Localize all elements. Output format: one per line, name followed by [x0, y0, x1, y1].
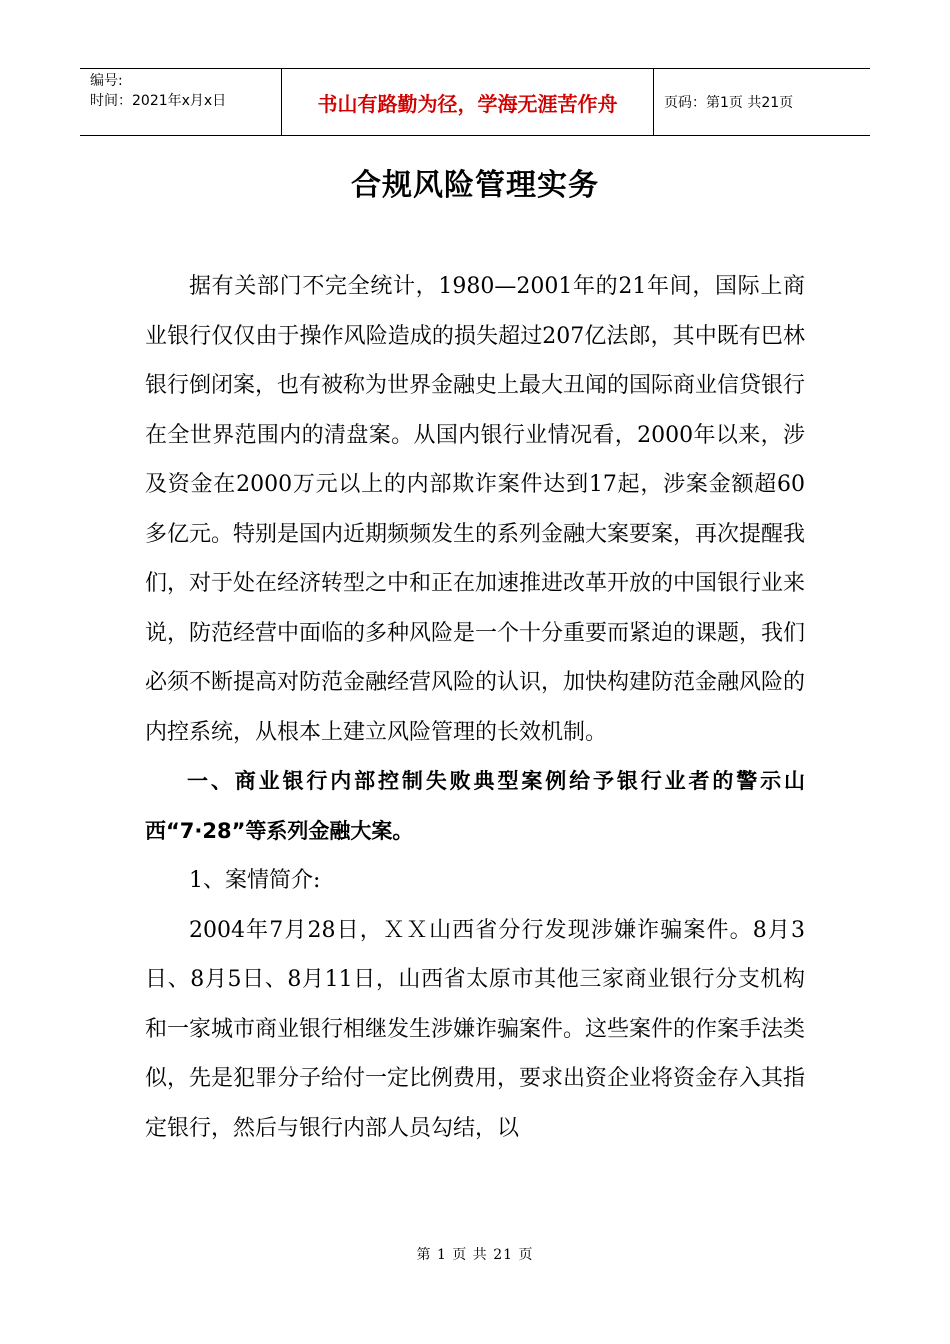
document-title: 合规风险管理实务 [351, 168, 599, 203]
subsection-heading: 1、案情简介: [189, 868, 321, 893]
header-meta [80, 69, 282, 135]
page-footer: 第 1 页 共 21 页 [416, 1247, 534, 1263]
document-body [145, 262, 805, 1153]
header-motto: 书山有路勤为径，学海无涯苦作舟 [282, 69, 654, 135]
page-header [80, 68, 870, 136]
document-time-label: 时间：2021年x月x日 [90, 93, 227, 109]
document-number-label: 编号: [90, 73, 123, 89]
paragraph-intro: 据有关部门不完全统计，1980—2001年的21年间，国际上商业银行仅仅由于操作风险造成的损失超过207亿法郎，其中既有巴林银行倒闭案，也有被称为世界金融史上最大丑闻的国际商业信贷银行在全世界范围内的清盘案。从国内银行业情况看，2000年以来，涉及资金在2000万元以上的内部欺诈案件达到17起，涉案金额超60多亿元。特别是国内近期频频发生的系列金融大案要案，再次提醒我们，对于处在经济转型之中和正在加速推进改革开放的中国银行业来说，防范经营中面临的多种风险是一个十分重要而紧迫的课题，我们必须不断提高对防范金融经营风险的认识，加快构建防范金融风险的内控系统，从根本上建立风险管理的长效机制。 [145, 274, 806, 745]
header-page-info: 页码：第1页 共21页 [664, 95, 794, 111]
section-heading: 一、商业银行内部控制失败典型案例给予银行业者的警示山西“7·28”等系列金融大案。 [145, 769, 805, 843]
paragraph-case: 2004年7月28日，ＸＸ山西省分行发现涉嫌诈骗案件。8月3日、8月5日、8月11日，山西省太原市其他三家商业银行分支机构和一家城市商业银行相继发生涉嫌诈骗案件。这些案件的作案手法类似，先是犯罪分子给付一定比例费用，要求出资企业将资金存入其指定银行，然后与银行内部人员勾结，以 [145, 917, 806, 1141]
